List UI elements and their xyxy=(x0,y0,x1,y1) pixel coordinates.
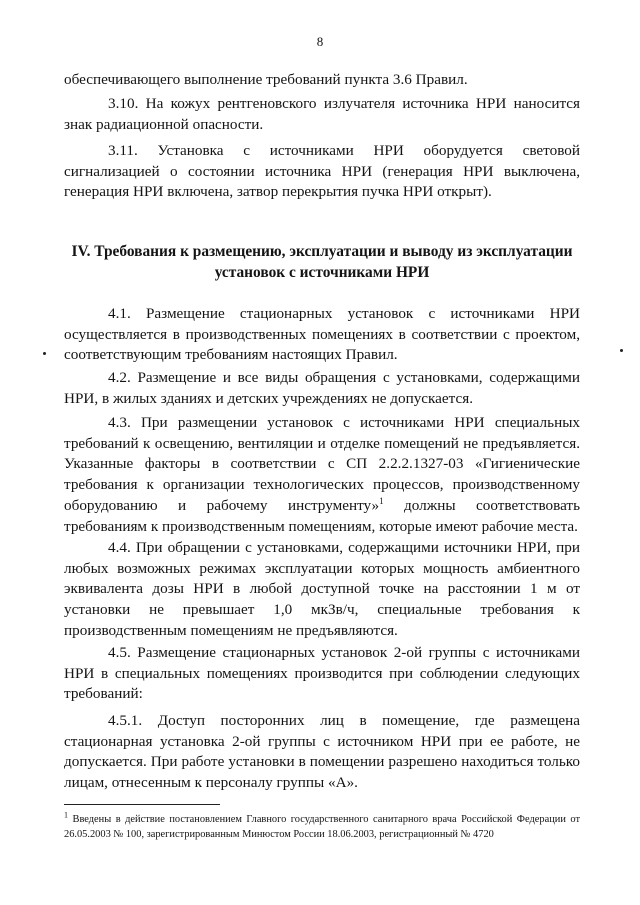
paragraph-3-10: 3.10. На кожух рентгеновского излучателя источника НРИ наносится знак радиационной опасности. xyxy=(64,95,580,133)
paragraph-4-2: 4.2. Размещение и все виды обращения с установками, содержащими НРИ, в жилых зданиях и детских учреждениях не допускается. xyxy=(64,369,580,407)
paragraph-4-1: 4.1. Размещение стационарных установок с источниками НРИ осуществляется в производственных помещениях в соответствии с проектом, соответствующим требованиям настоящих Правил. xyxy=(64,305,580,364)
page-number: 8 xyxy=(316,34,324,49)
footnote-text: Введены в действие постановлением Главного государственного санитарного врача Российской Федерации от 26.05.2003 № 100, зарегистрированным Минюстом России 18.06.2003, регистрационный № 4720 xyxy=(64,814,580,840)
paragraph-4-3-text-before: 4.3. При размещении установок с источниками НРИ специальных требований к освещению, вентиляции и отделке помещений не предъявляется. Указанные факторы в соответствии с СП 2.2.2.1327-03 «Гигиенические требования к организации технологических процессов, производственному оборудованию и рабочему инструменту» xyxy=(64,414,580,514)
scan-artifact-dot xyxy=(43,352,46,355)
footnote-mark: 1 xyxy=(64,810,68,820)
continuation-text: обеспечивающего выполнение требований пункта 3.6 Правил. xyxy=(64,71,468,88)
paragraph-4-5: 4.5. Размещение стационарных установок 2-ой группы с источниками НРИ в специальных помещениях производится при соблюдении следующих требований: xyxy=(64,644,580,703)
footnote xyxy=(64,812,580,842)
paragraph-4-3-text-after: должны соответствовать требованиям к производственным помещениям, которые имеют рабочие места. xyxy=(64,496,580,535)
section-heading-iv xyxy=(64,242,580,283)
section-heading-line-1: IV. Требования к размещению, эксплуатации и выводу из эксплуатации xyxy=(71,243,573,260)
footnote-reference-mark: 1 xyxy=(379,495,384,506)
scan-artifact-dot xyxy=(620,349,623,352)
footnote-separator xyxy=(64,804,220,805)
paragraph-3-11: 3.11. Установка с источниками НРИ оборудуется световой сигнализацией о состоянии источника НРИ (генерация НРИ выключена, генерация НРИ включена, затвор перекрытия пучка НРИ открыт). xyxy=(64,142,580,201)
section-heading-line-2: установок с источниками НРИ xyxy=(214,263,430,281)
paragraph-4-4: 4.4. При обращении с установками, содержащими источники НРИ, при любых возможных режимах эксплуатации которых мощность амбиентного эквивалента дозы НРИ в любой доступной точке на расстоянии 1 м от установки не превышает 1,0 мкЗв/ч, специальные требования к производственным помещениям не предъявляются. xyxy=(64,539,580,639)
paragraph-4-5-1: 4.5.1. Доступ посторонних лиц в помещение, где размещена стационарная установка 2-ой группы с источником НРИ при ее работе, не допускается. При работе установки в помещении разрешено находиться только лицам, отнесенным к персоналу группы «А». xyxy=(64,712,580,792)
paragraph-4-3 xyxy=(64,413,580,537)
